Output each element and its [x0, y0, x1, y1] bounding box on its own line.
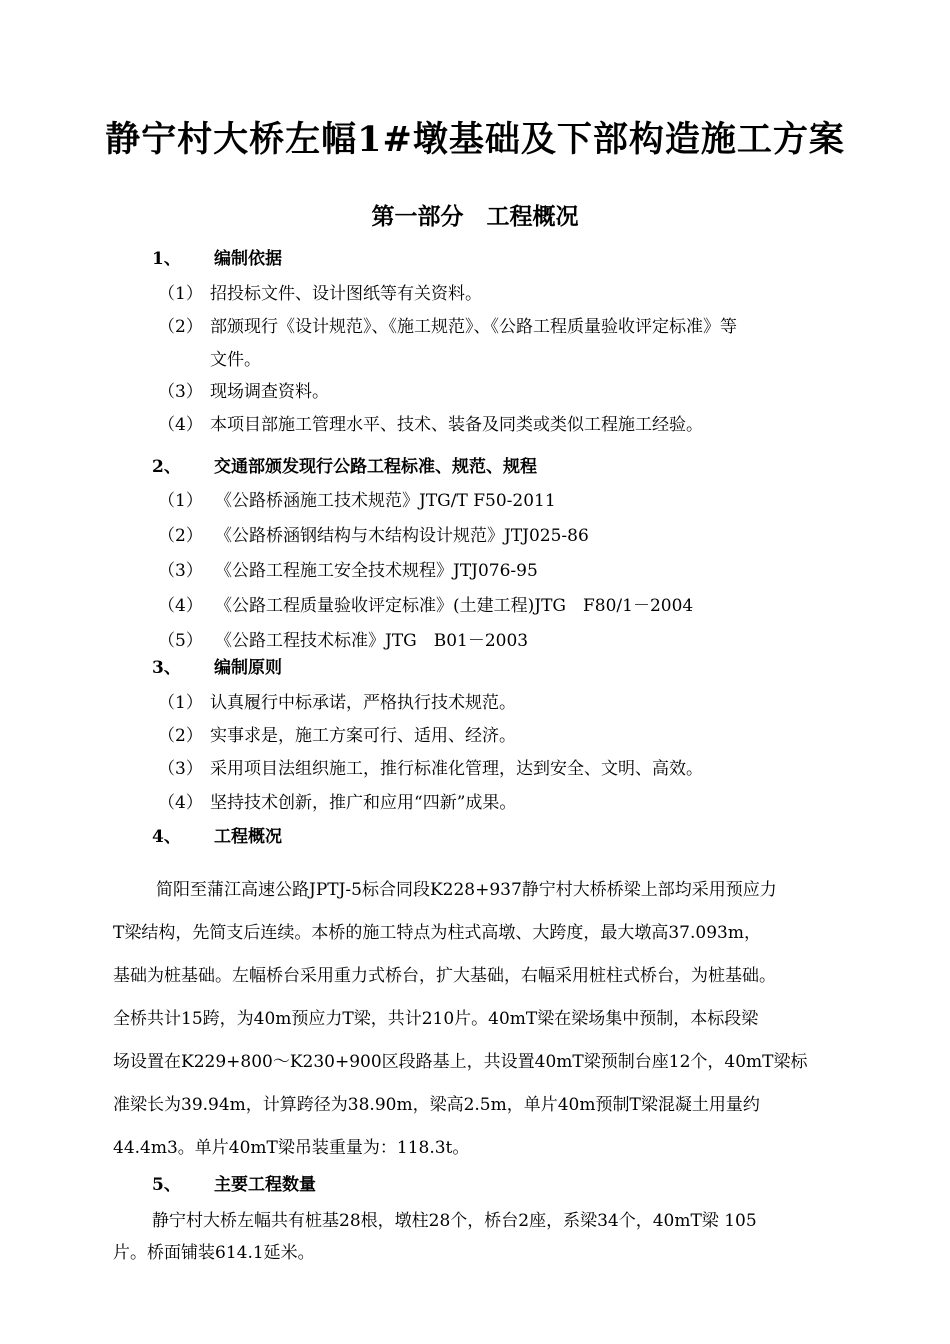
item-number: （2） [158, 317, 203, 337]
list-item [158, 754, 703, 779]
item-text: 招投标文件、设计图纸等有关资料。 [210, 284, 482, 304]
section-heading [152, 452, 537, 477]
item-text: 现场调查资料。 [210, 382, 329, 402]
document-title: 静宁村大桥左幅1#墩基础及下部构造施工方案 [105, 119, 845, 160]
section-number: 1、 [152, 249, 181, 269]
item-text: 《公路桥涵钢结构与木结构设计规范》JTJ025-86 [215, 526, 589, 546]
section-title: 编制原则 [214, 658, 282, 678]
list-item [158, 410, 703, 435]
item-number: （1） [158, 693, 203, 713]
item-number: （3） [158, 561, 203, 581]
item-number: （3） [158, 382, 203, 402]
list-item [158, 626, 528, 651]
section-number: 5、 [152, 1175, 181, 1195]
section-number: 4、 [152, 827, 181, 847]
paragraph-line: T梁结构，先简支后连续。本桥的施工特点为柱式高墩、大跨度，最大墩高37.093m， [113, 923, 761, 943]
section-title: 工程概况 [214, 827, 282, 847]
item-number: （2） [158, 726, 203, 746]
item-text: 《公路工程质量验收评定标准》(土建工程)JTG F80/1－2004 [215, 596, 694, 616]
list-item [158, 556, 538, 581]
paragraph-line: 片。桥面铺装614.1延米。 [113, 1243, 315, 1263]
item-number: （4） [158, 793, 203, 813]
item-text: 《公路工程施工安全技术规程》JTJ076-95 [215, 561, 538, 581]
item-text: 《公路工程技术标准》JTG B01－2003 [215, 631, 529, 651]
item-number: （4） [158, 415, 203, 435]
item-number: （3） [158, 759, 203, 779]
list-item [158, 312, 737, 337]
section-heading [152, 1170, 316, 1195]
item-text: 《公路桥涵施工技术规范》JTG/T F50-2011 [215, 491, 556, 511]
item-text: 认真履行中标承诺，严格执行技术规范。 [210, 693, 516, 713]
section-number: 2、 [152, 457, 181, 477]
section-heading [152, 822, 282, 847]
paragraph-line: 44.4m3。单片40mT梁吊装重量为：118.3t。 [113, 1138, 470, 1158]
paragraph-line: 场设置在K229+800～K230+900区段路基上，共设置40mT梁预制台座12个，40mT梁标 [113, 1052, 808, 1072]
item-number: （1） [158, 491, 203, 511]
section-title: 交通部颁发现行公路工程标准、规范、规程 [214, 457, 537, 477]
section-heading [152, 244, 282, 269]
list-item [158, 788, 516, 813]
item-text: 部颁现行《设计规范》、《施工规范》、《公路工程质量验收评定标准》等 [210, 317, 737, 337]
list-item [158, 279, 482, 304]
part-title: 第一部分 工程概况 [371, 203, 579, 230]
list-item [158, 486, 556, 511]
item-text: 采用项目法组织施工，推行标准化管理，达到安全、文明、高效。 [210, 759, 703, 779]
item-text: 坚持技术创新，推广和应用“四新”成果。 [210, 793, 517, 813]
item-text: 本项目部施工管理水平、技术、装备及同类或类似工程施工经验。 [210, 415, 703, 435]
section-number: 3、 [152, 658, 181, 678]
list-item [158, 521, 589, 546]
paragraph-line: 简阳至蒲江高速公路JPTJ-5标合同段K228+937静宁村大桥桥梁上部均采用预应力 [139, 880, 777, 900]
item-number: （5） [158, 631, 203, 651]
section-title: 编制依据 [214, 249, 282, 269]
section-heading [152, 653, 282, 678]
list-item [158, 591, 693, 616]
item-continuation: 文件。 [210, 350, 261, 370]
paragraph-line: 全桥共计15跨，为40m预应力T梁，共计210片。40mT梁在梁场集中预制，本标段梁 [113, 1009, 759, 1029]
item-number: （1） [158, 284, 203, 304]
section-title: 主要工程数量 [214, 1175, 316, 1195]
paragraph-line: 静宁村大桥左幅共有桩基28根，墩柱28个，桥台2座，系梁34个，40mT梁 105 [135, 1211, 757, 1231]
list-item [158, 721, 516, 746]
paragraph-line: 准梁长为39.94m，计算跨径为38.90m，梁高2.5m，单片40m预制T梁混凝土用量约 [113, 1095, 760, 1115]
item-number: （2） [158, 526, 203, 546]
list-item [158, 688, 516, 713]
item-text: 实事求是，施工方案可行、适用、经济。 [210, 726, 516, 746]
item-number: （4） [158, 596, 203, 616]
paragraph-line: 基础为桩基础。左幅桥台采用重力式桥台，扩大基础，右幅采用桩柱式桥台，为桩基础。 [113, 966, 776, 986]
list-item [158, 377, 329, 402]
